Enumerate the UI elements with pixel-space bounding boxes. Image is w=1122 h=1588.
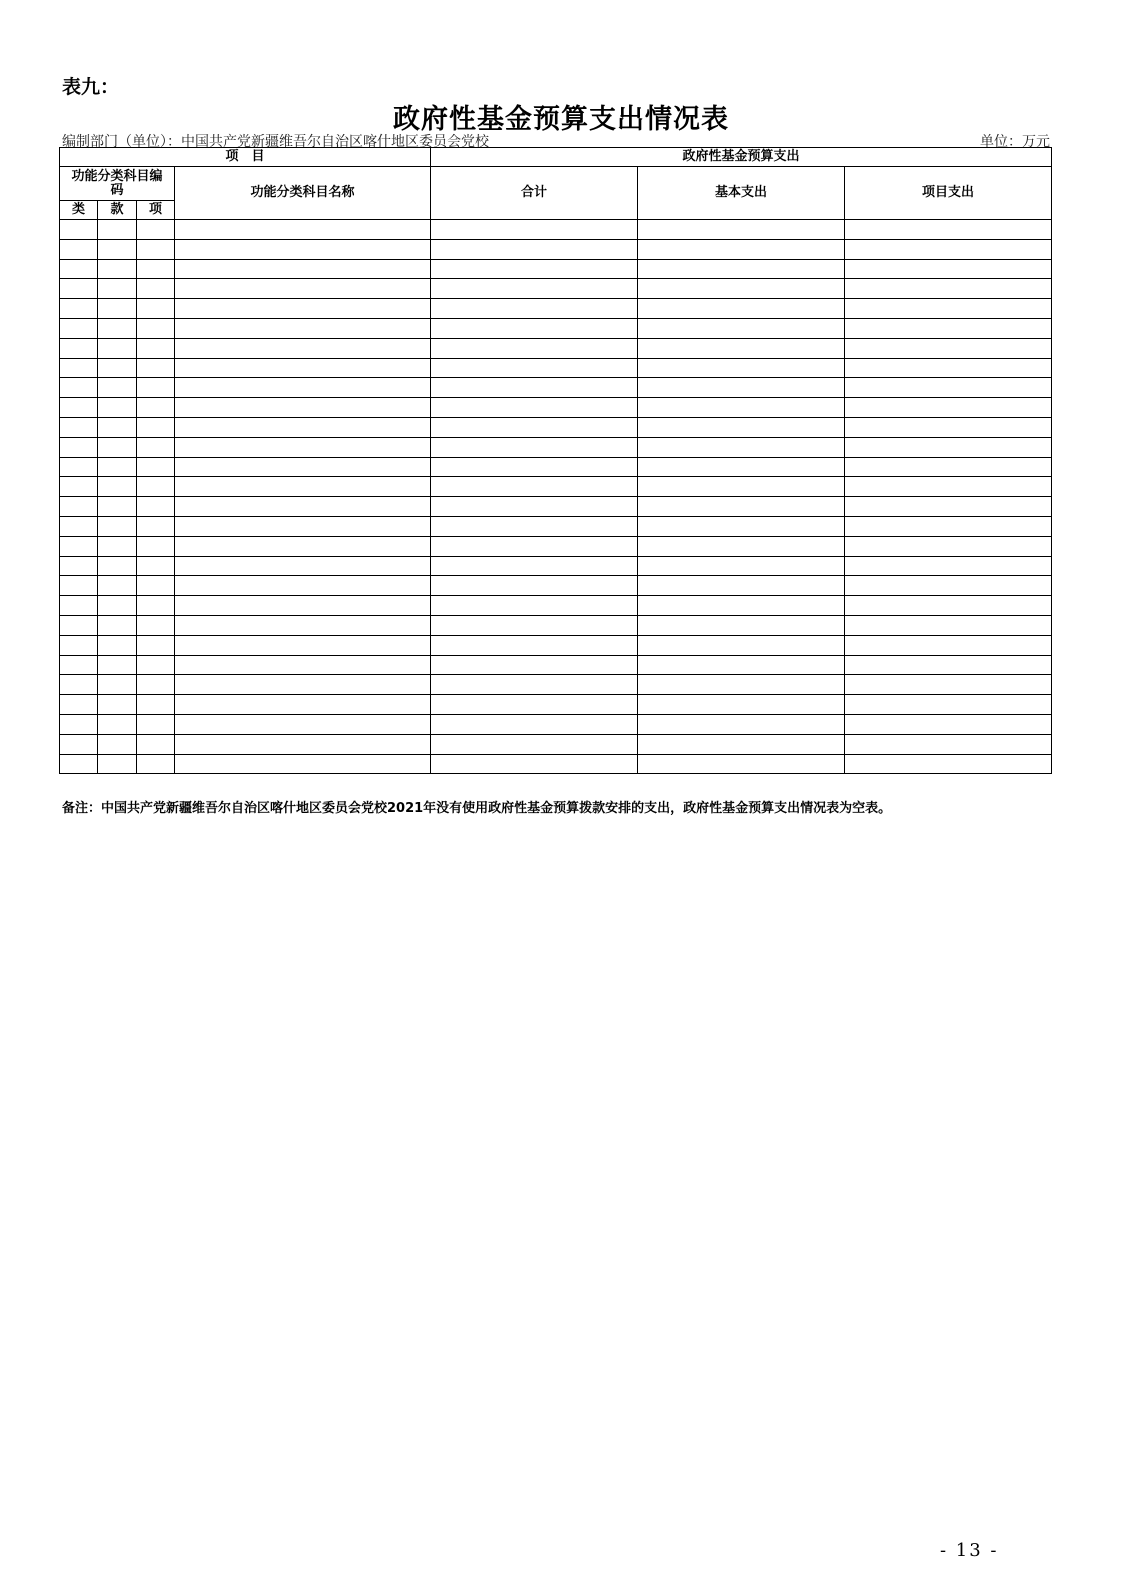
- table-cell: [845, 714, 1052, 734]
- table-cell: [431, 457, 638, 477]
- table-cell: [175, 457, 431, 477]
- table-cell: [98, 497, 137, 517]
- table-cell: [60, 556, 98, 576]
- table-cell: [98, 338, 137, 358]
- table-row: [60, 615, 1052, 635]
- table-cell: [137, 615, 175, 635]
- table-cell: [98, 536, 137, 556]
- table-cell: [98, 695, 137, 715]
- unit-label: 单位：万元: [980, 134, 1050, 150]
- table-cell: [175, 239, 431, 259]
- table-cell: [137, 398, 175, 418]
- table-cell: [175, 497, 431, 517]
- table-cell: [638, 536, 845, 556]
- table-cell: [60, 437, 98, 457]
- table-cell: [431, 398, 638, 418]
- header-project: 项 目: [60, 148, 431, 167]
- table-cell: [431, 259, 638, 279]
- table-cell: [60, 220, 98, 240]
- table-cell: [137, 378, 175, 398]
- table-cell: [137, 655, 175, 675]
- table-row: [60, 358, 1052, 378]
- table-cell: [60, 259, 98, 279]
- table-cell: [431, 338, 638, 358]
- table-cell: [845, 576, 1052, 596]
- table-cell: [845, 358, 1052, 378]
- table-row: [60, 437, 1052, 457]
- table-cell: [638, 655, 845, 675]
- table-cell: [845, 437, 1052, 457]
- table-row: [60, 220, 1052, 240]
- table-cell: [175, 437, 431, 457]
- table-cell: [175, 358, 431, 378]
- table-cell: [431, 477, 638, 497]
- table-cell: [137, 457, 175, 477]
- department-label: 编制部门（单位）：中国共产党新疆维吾尔自治区喀什地区委员会党校: [62, 134, 489, 150]
- table-cell: [638, 734, 845, 754]
- table-cell: [175, 556, 431, 576]
- table-cell: [638, 398, 845, 418]
- table-cell: [431, 675, 638, 695]
- table-cell: [638, 239, 845, 259]
- table-row: [60, 556, 1052, 576]
- table-cell: [431, 695, 638, 715]
- table-cell: [60, 754, 98, 774]
- table-cell: [60, 338, 98, 358]
- table-cell: [431, 615, 638, 635]
- table-cell: [638, 714, 845, 734]
- table-cell: [175, 596, 431, 616]
- table-cell: [137, 536, 175, 556]
- table-cell: [175, 714, 431, 734]
- table-cell: [60, 398, 98, 418]
- table-cell: [845, 695, 1052, 715]
- table-cell: [431, 516, 638, 536]
- header-subject-name: 功能分类科目名称: [175, 167, 431, 220]
- header-project-expenditure: 项目支出: [845, 167, 1052, 220]
- table-cell: [431, 497, 638, 517]
- table-cell: [98, 635, 137, 655]
- table-cell: [431, 299, 638, 319]
- table-cell: [175, 516, 431, 536]
- table-cell: [137, 279, 175, 299]
- table-cell: [431, 220, 638, 240]
- table-cell: [60, 734, 98, 754]
- table-cell: [845, 675, 1052, 695]
- table-cell: [137, 318, 175, 338]
- table-cell: [137, 259, 175, 279]
- table-cell: [638, 497, 845, 517]
- table-cell: [60, 417, 98, 437]
- table-cell: [845, 596, 1052, 616]
- table-cell: [175, 318, 431, 338]
- table-cell: [98, 318, 137, 338]
- table-row: [60, 457, 1052, 477]
- table-cell: [98, 457, 137, 477]
- table-cell: [638, 695, 845, 715]
- table-cell: [845, 516, 1052, 536]
- table-cell: [175, 615, 431, 635]
- table-cell: [137, 358, 175, 378]
- table-cell: [98, 417, 137, 437]
- header-item: 项: [137, 201, 175, 220]
- table-cell: [175, 417, 431, 437]
- table-cell: [98, 259, 137, 279]
- table-cell: [98, 220, 137, 240]
- table-cell: [638, 279, 845, 299]
- table-cell: [431, 536, 638, 556]
- table-cell: [638, 516, 845, 536]
- table-cell: [98, 437, 137, 457]
- table-cell: [638, 477, 845, 497]
- table-cell: [60, 318, 98, 338]
- table-cell: [845, 220, 1052, 240]
- table-row: [60, 338, 1052, 358]
- table-cell: [431, 437, 638, 457]
- table-row: [60, 318, 1052, 338]
- table-cell: [175, 536, 431, 556]
- table-cell: [137, 754, 175, 774]
- table-cell: [175, 576, 431, 596]
- table-cell: [431, 378, 638, 398]
- table-cell: [60, 615, 98, 635]
- table-cell: [137, 516, 175, 536]
- table-cell: [60, 596, 98, 616]
- table-row: [60, 734, 1052, 754]
- table-row: [60, 417, 1052, 437]
- table-cell: [137, 556, 175, 576]
- table-cell: [638, 259, 845, 279]
- table-cell: [638, 220, 845, 240]
- table-cell: [845, 655, 1052, 675]
- table-cell: [60, 576, 98, 596]
- table-cell: [431, 635, 638, 655]
- table-cell: [98, 279, 137, 299]
- table-cell: [175, 279, 431, 299]
- table-cell: [175, 220, 431, 240]
- table-cell: [845, 754, 1052, 774]
- table-cell: [845, 556, 1052, 576]
- table-cell: [137, 417, 175, 437]
- table-cell: [638, 596, 845, 616]
- table-cell: [137, 635, 175, 655]
- table-cell: [638, 318, 845, 338]
- table-cell: [60, 477, 98, 497]
- table-cell: [431, 556, 638, 576]
- table-cell: [431, 417, 638, 437]
- table-cell: [137, 477, 175, 497]
- table-cell: [60, 279, 98, 299]
- table-cell: [137, 576, 175, 596]
- table-cell: [845, 299, 1052, 319]
- table-cell: [638, 615, 845, 635]
- table-cell: [137, 437, 175, 457]
- table-cell: [98, 477, 137, 497]
- table-cell: [60, 655, 98, 675]
- table-cell: [137, 497, 175, 517]
- table-cell: [60, 299, 98, 319]
- table-row: [60, 596, 1052, 616]
- table-cell: [845, 398, 1052, 418]
- table-row: [60, 536, 1052, 556]
- table-cell: [137, 299, 175, 319]
- table-cell: [175, 477, 431, 497]
- table-cell: [845, 378, 1052, 398]
- table-cell: [845, 536, 1052, 556]
- table-cell: [175, 378, 431, 398]
- table-cell: [845, 259, 1052, 279]
- table-cell: [431, 714, 638, 734]
- table-cell: [60, 497, 98, 517]
- table-row: [60, 576, 1052, 596]
- table-row: [60, 714, 1052, 734]
- table-cell: [638, 754, 845, 774]
- table-cell: [175, 398, 431, 418]
- table-row: [60, 279, 1052, 299]
- table-cell: [431, 596, 638, 616]
- table-cell: [431, 576, 638, 596]
- table-cell: [137, 596, 175, 616]
- table-cell: [845, 239, 1052, 259]
- table-cell: [175, 754, 431, 774]
- table-cell: [638, 378, 845, 398]
- table-cell: [175, 338, 431, 358]
- table-cell: [137, 675, 175, 695]
- table-cell: [638, 635, 845, 655]
- table-cell: [845, 734, 1052, 754]
- table-cell: [431, 318, 638, 338]
- table-cell: [98, 398, 137, 418]
- table-cell: [137, 338, 175, 358]
- table-cell: [638, 437, 845, 457]
- table-cell: [638, 576, 845, 596]
- table-cell: [98, 378, 137, 398]
- table-cell: [98, 596, 137, 616]
- table-cell: [175, 675, 431, 695]
- table-cell: [137, 695, 175, 715]
- table-cell: [845, 279, 1052, 299]
- table-cell: [845, 477, 1052, 497]
- table-cell: [137, 220, 175, 240]
- table-cell: [60, 675, 98, 695]
- table-cell: [638, 457, 845, 477]
- table-row: [60, 675, 1052, 695]
- table-cell: [98, 299, 137, 319]
- table-cell: [60, 714, 98, 734]
- table-cell: [137, 714, 175, 734]
- table-cell: [98, 358, 137, 378]
- page-number: - 13 -: [940, 1540, 999, 1561]
- table-cell: [98, 239, 137, 259]
- header-basic-expenditure: 基本支出: [638, 167, 845, 220]
- table-cell: [431, 734, 638, 754]
- table-cell: [98, 655, 137, 675]
- table-row: [60, 378, 1052, 398]
- table-cell: [175, 734, 431, 754]
- table-cell: [60, 516, 98, 536]
- table-cell: [845, 615, 1052, 635]
- table-cell: [98, 675, 137, 695]
- budget-table: [59, 147, 1052, 774]
- table-row: [60, 655, 1052, 675]
- table-row: [60, 516, 1052, 536]
- table-cell: [175, 695, 431, 715]
- table-cell: [98, 576, 137, 596]
- table-cell: [137, 239, 175, 259]
- table-row: [60, 398, 1052, 418]
- table-cell: [638, 299, 845, 319]
- table-row: [60, 754, 1052, 774]
- table-cell: [60, 536, 98, 556]
- header-fund-expenditure: 政府性基金预算支出: [431, 148, 1052, 167]
- header-section: 款: [98, 201, 137, 220]
- table-cell: [638, 358, 845, 378]
- table-cell: [60, 358, 98, 378]
- table-cell: [431, 358, 638, 378]
- table-cell: [98, 556, 137, 576]
- table-cell: [98, 516, 137, 536]
- table-cell: [638, 675, 845, 695]
- table-cell: [431, 239, 638, 259]
- table-row: [60, 477, 1052, 497]
- table-cell: [638, 338, 845, 358]
- header-code: 功能分类科目编码: [60, 167, 175, 201]
- table-row: [60, 239, 1052, 259]
- table-row: [60, 497, 1052, 517]
- table-cell: [60, 378, 98, 398]
- table-cell: [845, 635, 1052, 655]
- table-cell: [431, 279, 638, 299]
- table-cell: [60, 635, 98, 655]
- table-cell: [98, 754, 137, 774]
- table-cell: [98, 714, 137, 734]
- header-class: 类: [60, 201, 98, 220]
- table-cell: [60, 457, 98, 477]
- remark-note: 备注：中国共产党新疆维吾尔自治区喀什地区委员会党校2021年没有使用政府性基金预算拨款安排的支出，政府性基金预算支出情况表为空表。: [62, 801, 892, 816]
- header-total: 合计: [431, 167, 638, 220]
- table-cell: [845, 497, 1052, 517]
- table-cell: [98, 615, 137, 635]
- table-cell: [845, 318, 1052, 338]
- table-row: [60, 695, 1052, 715]
- table-cell: [845, 417, 1052, 437]
- page-title: 政府性基金预算支出情况表: [393, 104, 729, 135]
- table-cell: [431, 655, 638, 675]
- table-cell: [98, 734, 137, 754]
- table-cell: [175, 299, 431, 319]
- table-cell: [175, 259, 431, 279]
- table-cell: [60, 695, 98, 715]
- table-cell: [175, 655, 431, 675]
- table-cell: [845, 338, 1052, 358]
- table-cell: [60, 239, 98, 259]
- table-cell: [175, 635, 431, 655]
- table-cell: [638, 556, 845, 576]
- table-cell: [638, 417, 845, 437]
- table-row: [60, 259, 1052, 279]
- table-cell: [137, 734, 175, 754]
- table-label: 表九：: [62, 76, 120, 98]
- table-row: [60, 299, 1052, 319]
- table-row: [60, 635, 1052, 655]
- table-cell: [431, 754, 638, 774]
- table-cell: [845, 457, 1052, 477]
